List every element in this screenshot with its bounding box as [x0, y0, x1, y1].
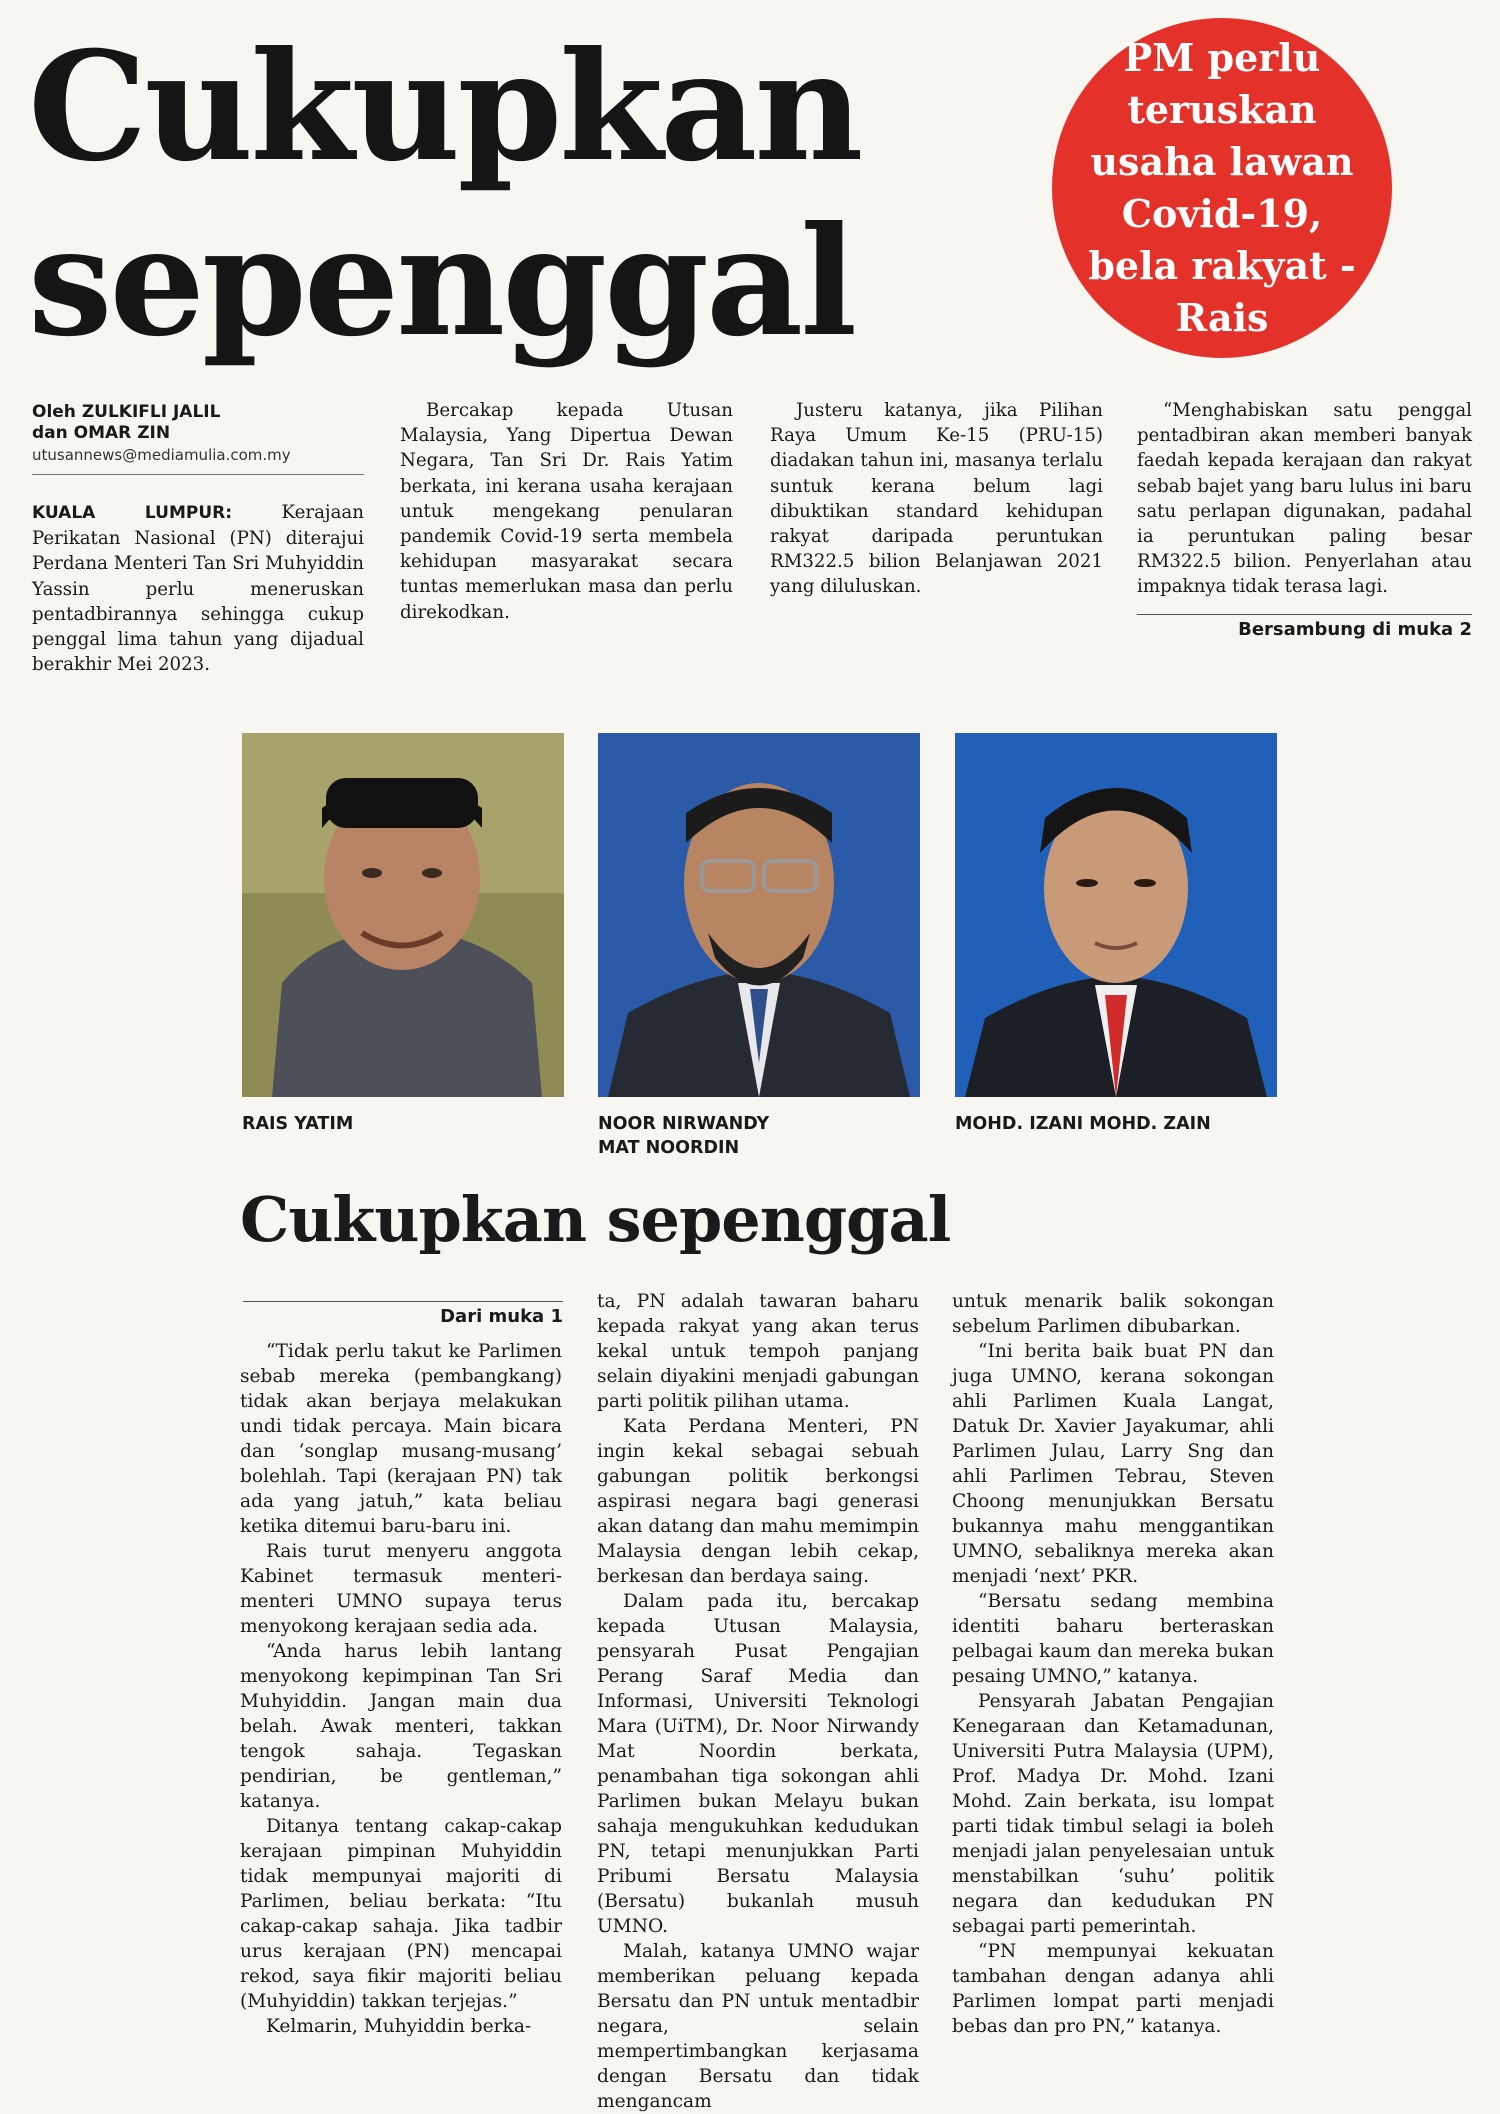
byline-author-1: Oleh ZULKIFLI JALIL	[32, 402, 221, 422]
top-article-paragraph-2: Bercakap kepada Utusan Malaysia, Yang Dipertua Dewan Negara, Tan Sri Dr. Rais Yatim berkata, ini kerana usaha kerajaan untuk mengekang penularan pandemik Covid-19 serta membela kehidupan masyarakat secara tuntas memerlukan masa dan perlu direkodkan.	[400, 400, 733, 623]
byline	[32, 402, 362, 466]
photo-noor-nirwandy	[598, 733, 920, 1097]
from-page-label: Dari muka 1	[440, 1306, 563, 1327]
caption-noor-nirwandy	[598, 1112, 769, 1160]
continued-divider	[1137, 614, 1472, 615]
paragraph: Ditanya tentang cakap-cakap kerajaan pimpinan Muhyiddin tidak mempunyai majoriti di Parlimen, beliau berkata: “Itu cakap-cakap sahaja. Jika tadbir urus kerajaan (PN) mencapai rekod, saya fikir majoriti beliau (Muhyiddin) takkan terjejas.”	[240, 1816, 562, 2012]
paragraph: Pensyarah Jabatan Pengajian Kenegaraan dan Ketamadunan, Universiti Putra Malaysia (UPM), Prof. Madya Dr. Mohd. Izani Mohd. Zain berkata, isu lompat parti tidak timbul selagi ia boleh menjadi jalan penyelesaian untuk menstabilkan ‘suhu’ politik negara dan kedudukan PN sebagai parti pemerintah.	[952, 1691, 1274, 1937]
paragraph: Dalam pada itu, bercakap kepada Utusan Malaysia, pensyarah Pusat Pengajian Perang Saraf Media dan Informasi, Universiti Teknologi Mara (UiTM), Dr. Noor Nirwandy Mat Noordin berkata, penambahan tiga sokongan ahli Parlimen bukan Melayu bukan sahaja mengukuhkan kedudukan PN, tetapi menunjukkan Parti Pribumi Bersatu Malaysia (Bersatu) bukanlah musuh UMNO.	[597, 1591, 919, 1937]
paragraph: Kata Perdana Menteri, PN ingin kekal sebagai sebuah gabungan politik berkongsi aspirasi negara bagi generasi akan datang dan mahu memimpin Malaysia dengan lebih cekap, berkesan dan berdaya saing.	[597, 1416, 919, 1587]
sub-article-headline: Cukupkan sepenggal	[240, 1183, 951, 1256]
paragraph: “Ini berita baik buat PN dan juga UMNO, kerana sokongan ahli Parlimen Kuala Langat, Datuk Dr. Xavier Jayakumar, ahli Parlimen Julau, Larry Sng dan ahli Parlimen Tebrau, Steven Choong menunjukkan Bersatu bukannya mahu menggantikan UMNO, sebaliknya mereka akan menjadi ‘next’ PKR.	[952, 1341, 1274, 1587]
sub-article-column-3	[952, 1289, 1274, 2039]
caption-noor-nirwandy-line-2: MAT NOORDIN	[598, 1138, 740, 1158]
paragraph: Rais turut menyeru anggota Kabinet termasuk menteri-menteri UMNO supaya terus menyokong kerajaan sedia ada.	[240, 1541, 562, 1637]
paragraph: “Tidak perlu takut ke Parlimen sebab mereka (pembangkang) tidak akan berjaya melakukan undi tidak percaya. Main bicara dan ‘songlap musang-musang’ bolehlah. Tapi (kerajaan PN) tak ada yang jatuh,” kata beliau ketika ditemui baru-baru ini.	[240, 1341, 562, 1537]
headline-line-1: Cukupkan	[28, 19, 861, 195]
paragraph: “Bersatu sedang membina identiti baharu berteraskan pelbagai kaum dan mereka bukan pesaing UMNO,” katanya.	[952, 1591, 1274, 1687]
byline-author-2: dan OMAR ZIN	[32, 423, 171, 443]
byline-email: utusannews@mediamulia.com.my	[32, 446, 291, 464]
headline-line-2: sepenggal	[28, 194, 855, 370]
paragraph: Kelmarin, Muhyiddin berka-	[266, 2016, 532, 2037]
top-article-paragraph-3: Justeru katanya, jika Pilihan Raya Umum Ke-15 (PRU-15) diadakan tahun ini, masanya terlalu suntuk kerana belum lagi dibuktikan standard kehidupan rakyat daripada peruntukan RM322.5 bilion Belanjawan 2021 yang diluluskan.	[770, 400, 1103, 598]
caption-noor-nirwandy-line-1: NOOR NIRWANDY	[598, 1114, 770, 1134]
highlight-circle	[1052, 18, 1392, 358]
paragraph: “Anda harus lebih lantang menyokong kepimpinan Tan Sri Muhyiddin. Jangan main dua belah. Awak menteri, takkan tengok sahaja. Tegaskan pendirian, be gentleman,” katanya.	[240, 1641, 562, 1812]
paragraph: untuk menarik balik sokongan sebelum Parlimen dibubarkan.	[952, 1291, 1274, 1337]
paragraph: Malah, katanya UMNO wajar memberikan peluang kepada Bersatu dan PN untuk mentadbir negara, selain mempertimbangkan kerjasama dengan Bersatu dan tidak mengancam	[597, 1941, 919, 2112]
caption-mohd-izani: MOHD. IZANI MOHD. ZAIN	[955, 1114, 1211, 1134]
top-article-column-1	[32, 500, 364, 677]
photo-rais-yatim	[242, 733, 564, 1097]
top-article-paragraph-1: Kerajaan Perikatan Nasional (PN) diterajui Perdana Menteri Tan Sri Muhyiddin Yassin perlu meneruskan pentadbirannya sehingga cukup penggal lima tahun yang dijadual berakhir Mei 2023.	[32, 502, 364, 676]
sub-article-column-1	[240, 1339, 562, 2039]
photo-mohd-izani	[955, 733, 1277, 1097]
from-page-divider	[243, 1301, 563, 1302]
paragraph: ta, PN adalah tawaran baharu kepada rakyat yang akan terus kekal untuk tempoh panjang selain diyakini menjadi gabungan parti politik pilihan utama.	[597, 1291, 919, 1412]
dateline: KUALA LUMPUR:	[32, 503, 233, 523]
continued-label: Bersambung di muka 2	[1238, 619, 1472, 640]
top-article-column-2	[400, 398, 733, 625]
byline-divider	[32, 474, 364, 475]
caption-rais-yatim: RAIS YATIM	[242, 1114, 354, 1134]
top-article-paragraph-4: “Menghabiskan satu penggal pentadbiran akan memberi banyak faedah kepada kerajaan dan rakyat sebab bajet yang baru lulus ini baru satu perlapan digunakan, padahal ia peruntukan paling besar RM322.5 bilion. Penyerlahan atau impaknya tidak terasa lagi.	[1137, 400, 1472, 598]
main-headline	[28, 20, 1068, 370]
circle-text: PM perlu teruskan usaha lawan Covid-19, bela rakyat - Rais	[1088, 35, 1356, 340]
sub-article-column-2	[597, 1289, 919, 2114]
top-article-column-3	[770, 398, 1103, 600]
paragraph: “PN mempunyai kekuatan tambahan dengan adanya ahli Parlimen lompat parti menjadi bebas dan pro PN,” katanya.	[952, 1941, 1274, 2037]
top-article-column-4	[1137, 398, 1472, 600]
